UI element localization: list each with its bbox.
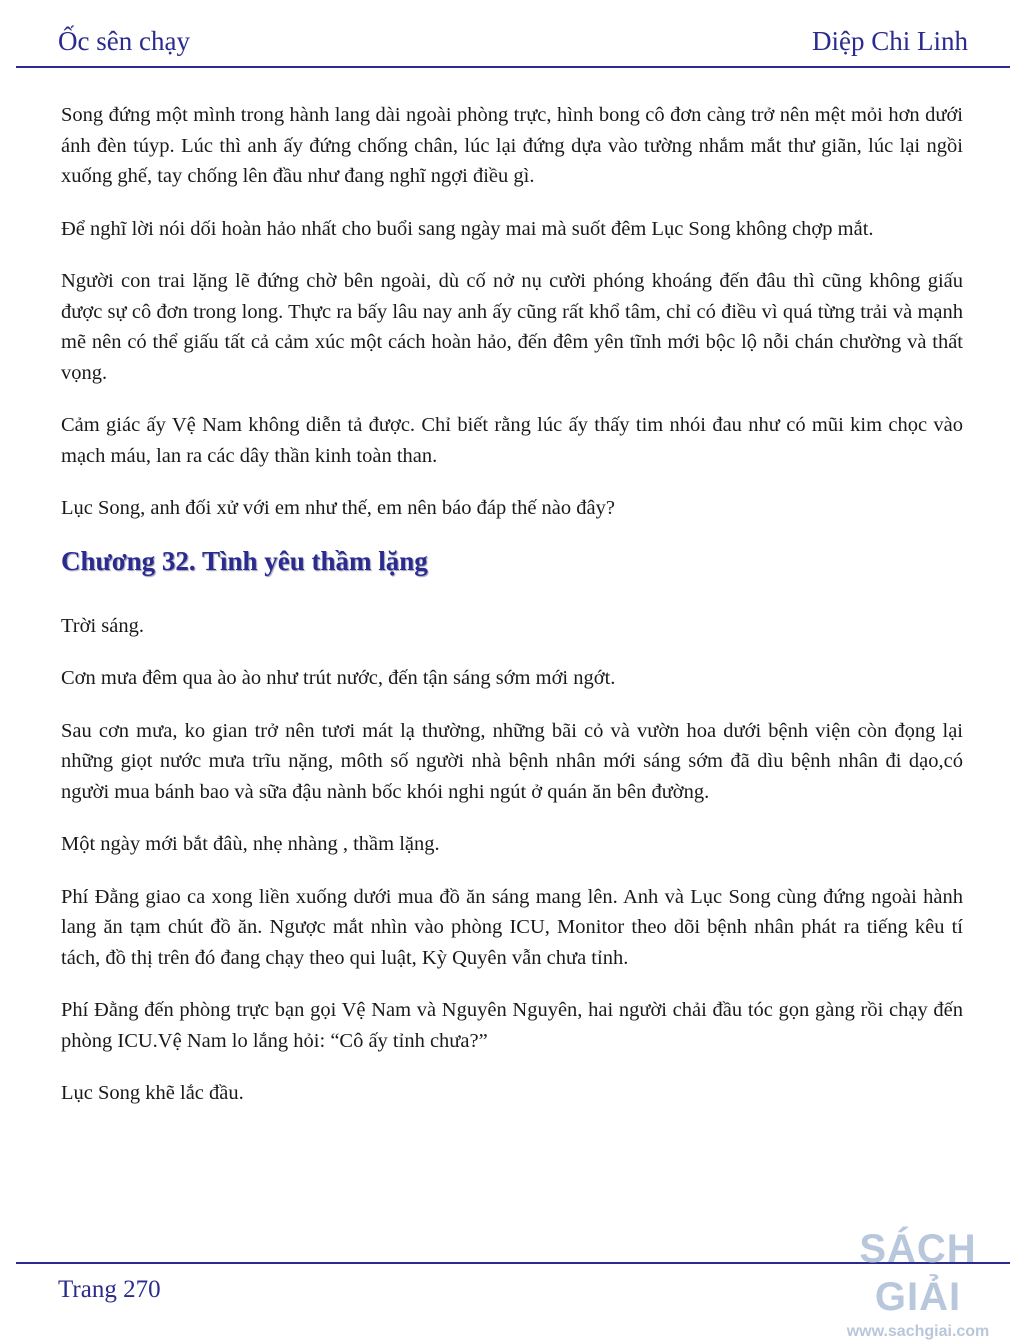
paragraph: Cơn mưa đêm qua ào ào như trút nước, đến tận sáng sớm mới ngớt.: [61, 667, 616, 689]
page-number: Trang 270: [58, 1276, 161, 1303]
paragraph: Phí Đằng đến phòng trực bạn gọi Vệ Nam và Nguyên Nguyên, hai người chải đầu tóc gọn gàng rồi chạy đến phòng ICU.Vệ Nam lo lắng hỏi: “Cô ấy tỉnh chưa?”: [61, 999, 963, 1052]
watermark-logo-text: SÁCH GIẢI: [859, 1227, 977, 1319]
book-title: Ốc sên chạy: [58, 26, 190, 56]
paragraph: Người con trai lặng lẽ đứng chờ bên ngoài, dù cố nở nụ cười phóng khoáng đến đâu thì cũng không giấu được sự cô đơn trong long. Thực ra bấy lâu nay anh ấy cũng rất khổ tâm, chỉ có điều vì quá từng trải và mạnh mẽ nên có thể giấu tất cả cảm xúc một cách hoàn hảo, đến đêm yên tĩnh mới bộc lộ nỗi chán chường và thất vọng.: [61, 270, 963, 384]
chapter-title: Chương 32. Tình yêu thầm lặng: [61, 545, 428, 576]
page-header: [16, 0, 1010, 68]
paragraph: Phí Đằng giao ca xong liền xuống dưới mua đồ ăn sáng mang lên. Anh và Lục Song cùng đứng ngoài hành lang ăn tạm chút đồ ăn. Ngược mắt nhìn vào phòng ICU, Monitor theo dõi bệnh nhân phát ra tiếng kêu tí tách, đồ thị trên đó đang chạy theo qui luật, Kỳ Quyên vẫn chưa tỉnh.: [61, 885, 963, 969]
paragraph: Lục Song khẽ lắc đầu.: [61, 1082, 244, 1104]
author-name: Diệp Chi Linh: [812, 26, 968, 56]
paragraph: Sau cơn mưa, ko gian trở nên tươi mát lạ thường, những bãi cỏ và vườn hoa dưới bệnh viện còn đọng lại những giọt nước mưa trĩu nặng, môth số người nhà bệnh nhân mới sáng sớm đã dìu bệnh nhân đi dạo,có người mua bánh bao và sữa đậu nành bốc khói nghi ngút ở quán ăn bên đường.: [61, 719, 963, 803]
paragraph: Trời sáng.: [61, 614, 144, 637]
paragraph: Cảm giác ấy Vệ Nam không diễn tả được. Chỉ biết rằng lúc ấy thấy tim nhói đau như có mũi kim chọc vào mạch máu, lan ra các dây thần kinh toàn than.: [61, 414, 963, 467]
page-content: [61, 100, 963, 1131]
paragraph: Lục Song, anh đối xử với em như thế, em nên báo đáp thế nào đây?: [61, 497, 615, 519]
watermark-url: www.sachgiai.com: [846, 1323, 990, 1340]
watermark-logo: [818, 1225, 1018, 1340]
paragraph: Song đứng một mình trong hành lang dài ngoài phòng trực, hình bong cô đơn càng trở nên mệt mỏi hơn dưới ánh đèn túyp. Lúc thì anh ấy đứng chống chân, lúc lại đứng dựa vào tường nhắm mắt thư giãn, lúc lại ngồi xuống ghế, tay chống lên đầu như đang nghĩ ngợi điều gì.: [61, 104, 963, 187]
paragraph: Một ngày mới bắt đâù, nhẹ nhàng , thầm lặng.: [61, 833, 440, 855]
paragraph: Để nghĩ lời nói dối hoàn hảo nhất cho buổi sang ngày mai mà suốt đêm Lục Song không chợp mắt.: [61, 217, 874, 240]
